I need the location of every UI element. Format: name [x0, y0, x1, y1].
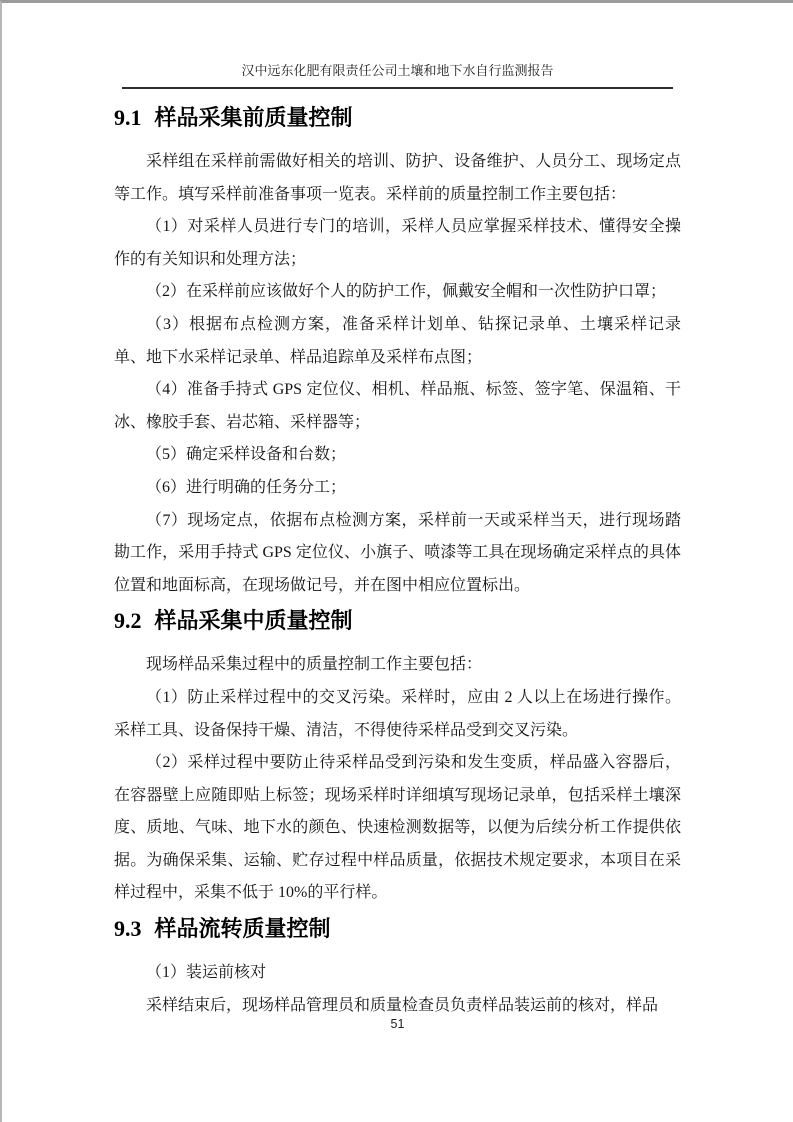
paragraph: 采样结束后，现场样品管理员和质量检查员负责样品装运前的核对，样品	[146, 996, 659, 1014]
paragraph: （6）进行明确的任务分工；	[146, 478, 347, 496]
document-body	[114, 103, 681, 1022]
paragraph: （2）在采样前应该做好个人的防护工作，佩戴安全帽和一次性防护口罩；	[146, 283, 667, 301]
section-title: 样品采集前质量控制	[154, 105, 353, 130]
section-heading	[114, 103, 681, 133]
paragraph: （7）现场定点，依据布点检测方案，采样前一天或采样当天，进行现场踏勘工作，采用手持式 GPS 定位仪、小旗子、喷漆等工具在现场确定采样点的具体位置和地面标高，在现场做记号，并在图中相应位置标出。	[114, 511, 681, 594]
paragraph: 现场样品采集过程中的质量控制工作主要包括：	[146, 656, 483, 674]
header-divider	[122, 87, 673, 89]
paragraph: （1）对采样人员进行专门的培训，采样人员应掌握采样技术、懂得安全操作的有关知识和处理方法；	[114, 218, 681, 268]
paragraph: 采样组在采样前需做好相关的培训、防护、设备维护、人员分工、现场定点等工作。填写采样前准备事项一览表。采样前的质量控制工作主要包括：	[114, 153, 681, 203]
paragraph: （4）准备手持式 GPS 定位仪、相机、样品瓶、标签、签字笔、保温箱、干冰、橡胶手套、岩芯箱、采样器等；	[114, 381, 681, 431]
section-number: 9.2	[114, 608, 142, 634]
section-number: 9.3	[114, 916, 142, 942]
report-section	[114, 914, 681, 1022]
report-section	[114, 103, 681, 602]
section-title: 样品采集中质量控制	[154, 608, 353, 634]
section-heading	[114, 914, 681, 944]
paragraph: （1）防止采样过程中的交叉污染。采样时，应由 2 人以上在场进行操作。采样工具、设备保持干燥、清洁，不得使待采样品受到交叉污染。	[114, 688, 681, 739]
paragraph: （2）采样过程中要防止待采样品受到污染和发生变质，样品盛入容器后，在容器壁上应随即贴上标签；现场采样时详细填写现场记录单，包括采样土壤深度、质地、气味、地下水的颜色、快速检测数据等，以便为后续分析工作提供依据。为确保采集、运输、贮存过程中样品质量，依据技术规定要求，本项目在采样过程中，采集不低于 10%的平行样。	[114, 754, 681, 902]
section-heading	[114, 606, 681, 636]
report-section	[114, 606, 681, 910]
section-number: 9.1	[114, 105, 142, 130]
paragraph: （1）装运前核对	[146, 964, 267, 982]
section-title: 样品流转质量控制	[154, 916, 331, 942]
page-header-title: 汉中远东化肥有限责任公司土壤和地下水自行监测报告	[241, 63, 554, 78]
paragraph: （3）根据布点检测方案，准备采样计划单、钻探记录单、土壤采样记录单、地下水采样记录单、样品追踪单及采样布点图；	[114, 315, 681, 366]
paragraph: （5）确定采样设备和台数；	[146, 446, 347, 464]
page-header	[2, 3, 793, 89]
page-number: 51	[390, 1017, 405, 1031]
